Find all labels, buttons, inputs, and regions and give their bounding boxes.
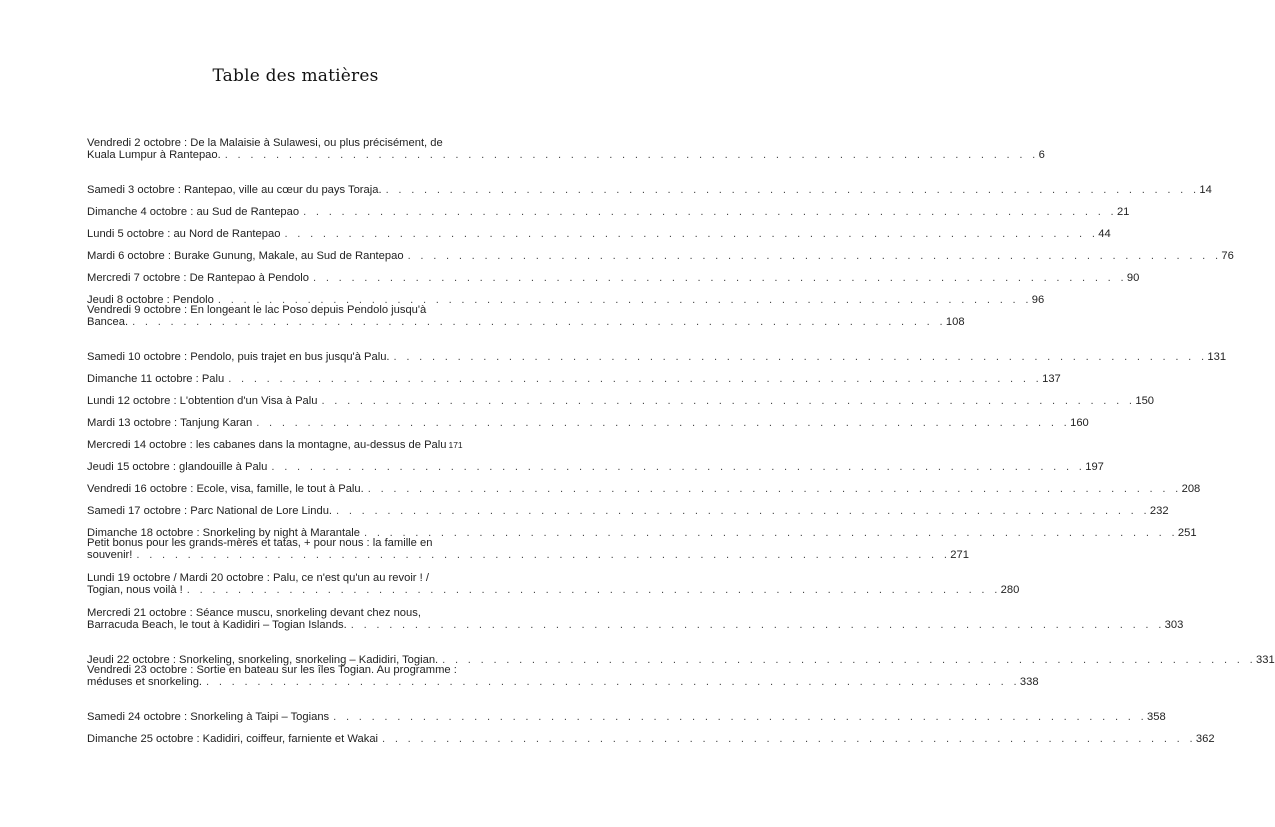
toc-page-number: 331	[1256, 654, 1275, 666]
dot-leader	[256, 417, 1070, 429]
toc-page-number: 14	[1199, 184, 1212, 196]
toc-page-number: 280	[1000, 584, 1020, 597]
toc-entry[interactable]	[87, 711, 1166, 723]
toc-entry[interactable]	[87, 304, 965, 329]
toc-entry-text: Samedi 24 octobre : Snorkeling à Taipi – Togians	[87, 711, 330, 723]
dot-leader	[313, 272, 1127, 284]
toc-entry-text: Mardi 6 octobre : Burake Gunung, Makale, au Sud de Rantepao	[87, 250, 404, 262]
dot-leader	[225, 149, 1039, 161]
dot-leader	[386, 184, 1200, 196]
toc-page-number: 303	[1164, 619, 1184, 632]
toc-page-number: 108	[945, 316, 965, 329]
toc-entry-text: Togian, nous voilà !	[87, 584, 183, 597]
toc-entry[interactable]	[87, 250, 1234, 262]
dot-leader	[206, 676, 1020, 688]
toc-entry-text: Dimanche 11 octobre : Palu	[87, 373, 225, 385]
toc-page-number: 44	[1098, 228, 1111, 240]
toc-entry-text-line: Vendredi 2 octobre : De la Malaisie à Sulawesi, ou plus précisément, de	[87, 137, 443, 149]
toc-page-number: 6	[1038, 149, 1045, 162]
toc-entry[interactable]	[87, 483, 1201, 495]
dot-leader	[442, 654, 1256, 666]
dot-leader	[303, 206, 1117, 218]
toc-entry-text: Dimanche 25 octobre : Kadidiri, coiffeur, farniente et Wakai	[87, 733, 379, 745]
toc-page-number: 76	[1221, 250, 1234, 262]
toc-entry[interactable]	[87, 373, 1061, 385]
toc-page-number: 137	[1042, 373, 1061, 385]
toc-entry[interactable]	[87, 272, 1140, 284]
toc-page-number: 150	[1135, 395, 1155, 407]
dot-leader	[228, 373, 1042, 385]
toc-page-number: 96	[1031, 294, 1045, 306]
toc-entry-text: Lundi 5 octobre : au Nord de Rantepao	[87, 228, 281, 240]
toc-entry-text: Bancea.	[87, 316, 129, 329]
dot-leader	[271, 461, 1085, 473]
page-title: Table des matières	[212, 66, 379, 86]
toc-page-number: 131	[1207, 351, 1227, 363]
toc-entry[interactable]	[87, 733, 1215, 745]
toc-entry[interactable]	[87, 461, 1104, 473]
toc-entry[interactable]	[87, 395, 1155, 407]
toc-entry-text: Dimanche 18 octobre : Snorkeling by night à Marantale	[87, 527, 361, 539]
toc-entry-text: Mercredi 7 octobre : De Rantepao à Pendolo	[87, 272, 310, 284]
toc-entry-text: Barracuda Beach, le tout à Kadidiri – Togian Islands.	[87, 619, 347, 632]
dot-leader	[132, 316, 946, 328]
dot-leader	[336, 505, 1150, 517]
dot-leader	[351, 619, 1165, 631]
toc-page-number: 197	[1085, 461, 1104, 473]
toc-entry-text: Lundi 12 octobre : L'obtention d'un Visa à Palu	[87, 395, 318, 407]
toc-page-number: 232	[1149, 505, 1169, 517]
toc-page-number: 208	[1181, 483, 1201, 495]
toc-page-number: 21	[1116, 206, 1130, 218]
dot-leader	[284, 228, 1098, 240]
toc-entry[interactable]	[87, 228, 1111, 240]
toc-entry-text: Mercredi 14 octobre : les cabanes dans la montagne, au-dessus de Palu	[87, 439, 447, 451]
toc-entry[interactable]	[87, 351, 1227, 363]
toc-entry-text: souvenir!	[87, 549, 133, 562]
toc-entry-text-line: Petit bonus pour les grands-mères et tatas, + pour nous : la famille en	[87, 537, 433, 549]
toc-entry-text: Mardi 13 octobre : Tanjung Karan	[87, 417, 253, 429]
toc-page-number: 251	[1177, 527, 1197, 539]
toc-entry-text-line: Mercredi 21 octobre : Séance muscu, snorkeling devant chez nous,	[87, 607, 421, 619]
toc-page-number: 90	[1126, 272, 1140, 284]
toc-entry[interactable]	[87, 505, 1169, 517]
toc-page-number: 358	[1147, 711, 1166, 723]
toc-page-number: 362	[1195, 733, 1215, 745]
toc-entry-text-line: Lundi 19 octobre / Mardi 20 octobre : Palu, ce n'est qu'un au revoir ! /	[87, 572, 429, 584]
dot-leader	[187, 584, 1001, 596]
toc-entry-text: Samedi 3 octobre : Rantepao, ville au cœur du pays Toraja.	[87, 184, 382, 196]
dot-leader	[394, 351, 1208, 363]
toc-entry[interactable]	[87, 137, 1045, 162]
toc-page-number: 271	[950, 549, 969, 562]
dot-leader	[408, 250, 1222, 262]
toc-entry-text: méduses et snorkeling.	[87, 676, 203, 689]
toc-entry[interactable]	[87, 206, 1130, 218]
toc-page-number: 171	[448, 440, 463, 450]
toc-entry[interactable]	[87, 537, 969, 562]
toc-entry[interactable]	[87, 572, 1020, 597]
toc-entry-text-line: Vendredi 9 octobre : En longeant le lac Poso depuis Pendolo jusqu'à	[87, 304, 427, 316]
toc-page-number: 338	[1019, 676, 1039, 689]
dot-leader	[382, 733, 1196, 745]
dot-leader	[368, 483, 1182, 495]
toc-entry-text: Jeudi 8 octobre : Pendolo	[87, 294, 214, 306]
toc-page-number: 160	[1070, 417, 1089, 429]
toc-entry-text: Kuala Lumpur à Rantepao.	[87, 149, 221, 162]
toc-entry[interactable]	[87, 607, 1184, 632]
toc-entry-text: Jeudi 15 octobre : glandouille à Palu	[87, 461, 268, 473]
dot-leader	[321, 395, 1135, 407]
toc-entry[interactable]	[87, 184, 1212, 196]
toc-entry-text: Samedi 10 octobre : Pendolo, puis trajet en bus jusqu'à Palu.	[87, 351, 390, 363]
toc-entry[interactable]	[87, 417, 1089, 429]
toc-entry-text-line: Vendredi 23 octobre : Sortie en bateau sur les îles Togian. Au programme :	[87, 664, 457, 676]
toc-entry[interactable]	[87, 664, 1039, 689]
dot-leader	[136, 549, 950, 561]
toc-entry-text: Vendredi 16 octobre : Ecole, visa, famille, le tout à Palu.	[87, 483, 364, 495]
dot-leader	[333, 711, 1147, 723]
toc-entry[interactable]	[87, 439, 504, 451]
toc-entry-text: Dimanche 4 octobre : au Sud de Rantepao	[87, 206, 300, 218]
toc-entry-text: Samedi 17 octobre : Parc National de Lore Lindu.	[87, 505, 333, 517]
toc-entry-text: Jeudi 22 octobre : Snorkeling, snorkeling, snorkeling – Kadidiri, Togian.	[87, 654, 439, 666]
